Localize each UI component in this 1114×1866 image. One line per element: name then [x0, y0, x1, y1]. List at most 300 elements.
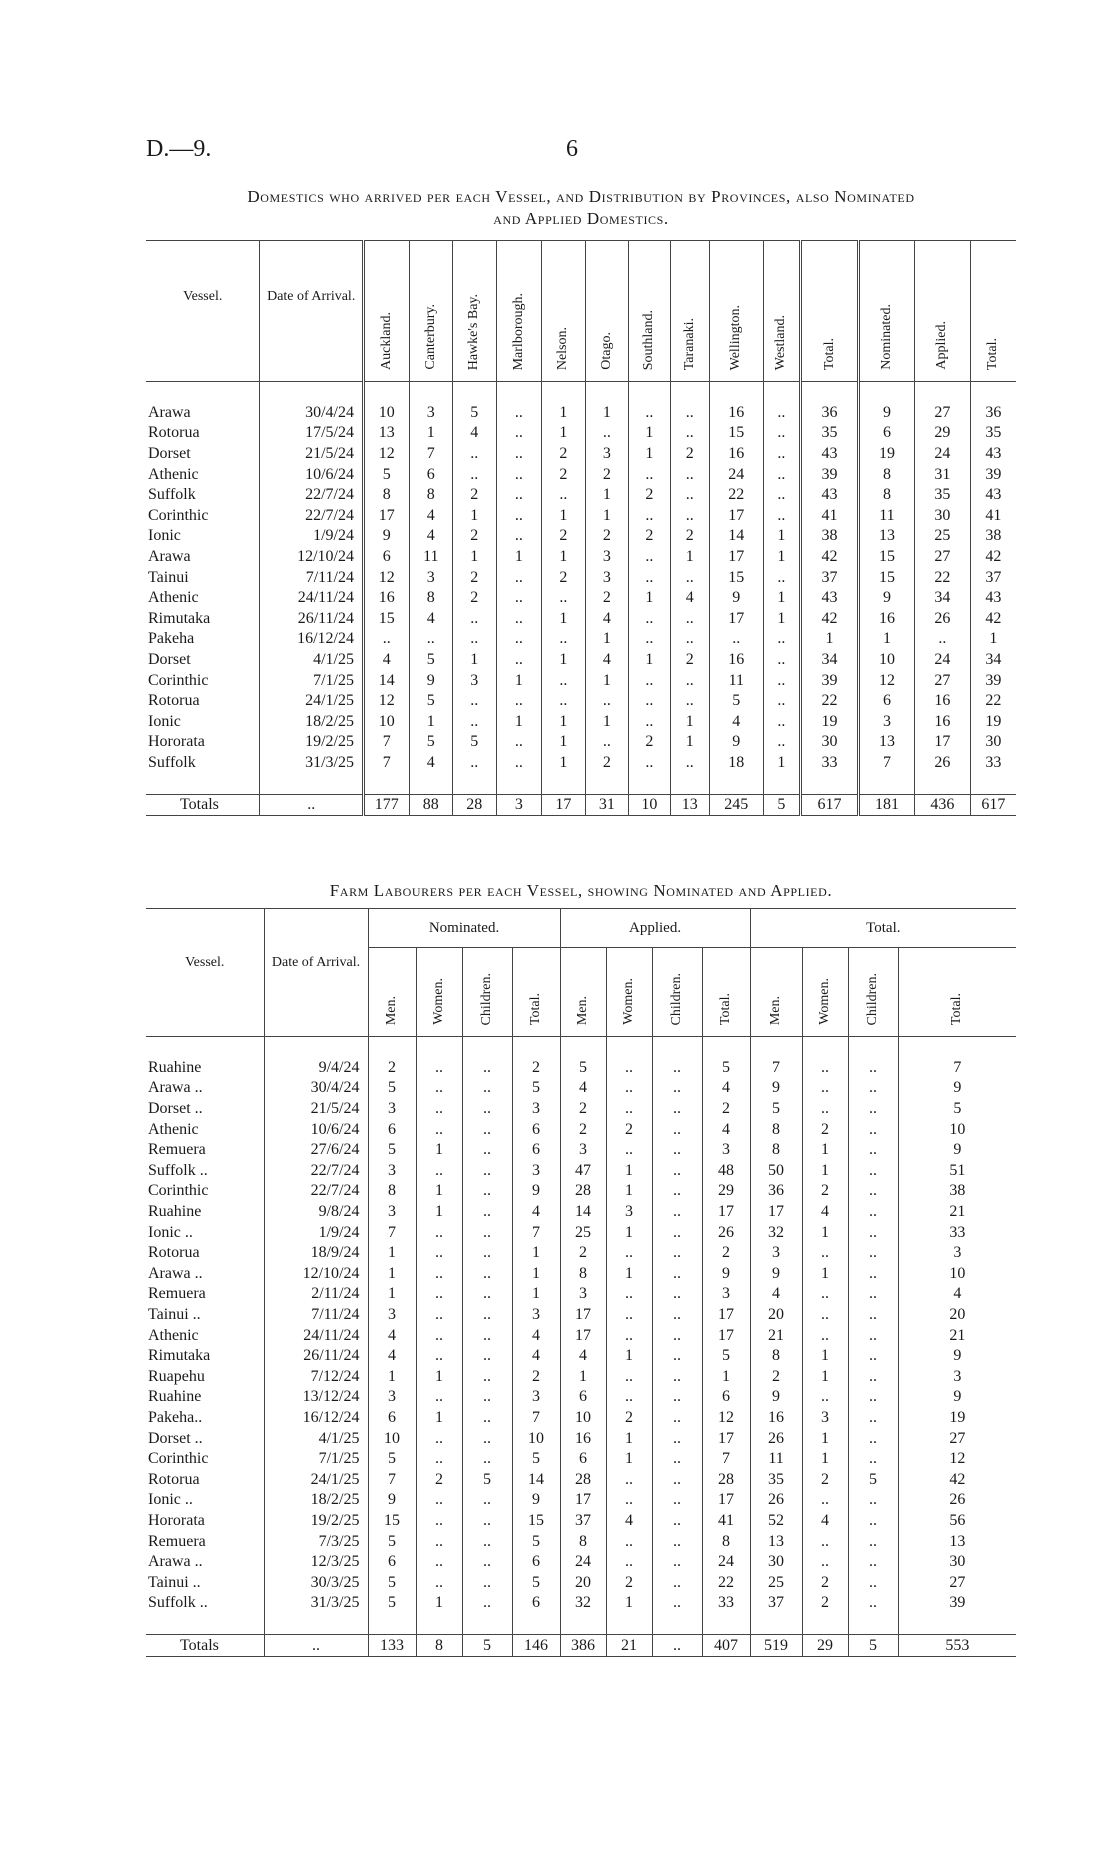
- table1-cell: 3: [859, 712, 915, 733]
- table1-cell: 2: [629, 526, 670, 547]
- table2-cell: ..: [848, 1264, 898, 1285]
- table1-cell: 1: [496, 712, 542, 733]
- table1-cell: 2: [670, 444, 709, 465]
- table1-col-header: [970, 241, 1016, 382]
- rotated-header-label: Westland.: [773, 314, 789, 370]
- table2-col-header: [462, 948, 512, 1037]
- table1-cell: 27: [914, 670, 970, 691]
- table2-cell: ..: [606, 1552, 652, 1573]
- table1-cell: 4: [409, 506, 453, 527]
- table1-cell: ..: [496, 567, 542, 588]
- table2-cell: 2: [802, 1572, 848, 1593]
- table2-cell: 1: [802, 1346, 848, 1367]
- table2-cell: 6: [512, 1593, 560, 1614]
- table1-cell: 15: [709, 567, 763, 588]
- table1-cell: 43: [801, 485, 859, 506]
- table2-cell: ..: [848, 1325, 898, 1346]
- table1-cell: ..: [629, 691, 670, 712]
- table1-cell: 1: [763, 547, 800, 568]
- vessel-name: Athenic: [148, 465, 199, 483]
- spacer-cell: [416, 1614, 462, 1635]
- table1-cell: 2: [585, 753, 629, 774]
- table2-col-header: Date of Arrival.: [264, 909, 368, 1037]
- table2-cell: 2: [802, 1469, 848, 1490]
- table1-cell: 10: [363, 403, 409, 424]
- table2-cell: 26: [750, 1490, 802, 1511]
- spacer-cell: [629, 382, 670, 403]
- table2-cell: ..: [416, 1264, 462, 1285]
- spacer-cell: [629, 773, 670, 794]
- table2-cell: ..: [802, 1552, 848, 1573]
- table2-cell: 9: [898, 1346, 1016, 1367]
- table2-cell: 1: [802, 1140, 848, 1161]
- table2-cell: ..: [848, 1058, 898, 1079]
- table2-cell: 28: [560, 1469, 606, 1490]
- vessel-name: Rotorua: [148, 692, 200, 710]
- table2-cell: ..: [652, 1449, 702, 1470]
- table1-cell: ..: [670, 423, 709, 444]
- table2-cell: ..: [416, 1284, 462, 1305]
- spacer-cell: [512, 1614, 560, 1635]
- table1-cell: ..: [409, 629, 453, 650]
- spacer-cell: [560, 1037, 606, 1058]
- table1-cell: ..: [763, 423, 800, 444]
- table1-cell: 3: [585, 444, 629, 465]
- table1-cell: ..: [542, 629, 586, 650]
- table1-cell: 2: [585, 464, 629, 485]
- table2-total-cell: 29: [802, 1635, 848, 1657]
- rotated-header-label: Wellington.: [728, 304, 744, 370]
- table2-cell: 33: [898, 1222, 1016, 1243]
- table1-cell: 16: [914, 712, 970, 733]
- table1-cell: 16: [914, 691, 970, 712]
- table2-cell: 20: [560, 1572, 606, 1593]
- table1-cell: ..: [670, 691, 709, 712]
- table1-col-header: [629, 241, 670, 382]
- table1-cell: ..: [496, 629, 542, 650]
- table1-cell: 2: [542, 567, 586, 588]
- table2-cell: 6: [368, 1552, 416, 1573]
- table1-cell: ..: [670, 403, 709, 424]
- table1-row: [146, 464, 1016, 485]
- table2-cell: 4: [368, 1325, 416, 1346]
- table2-cell: ..: [802, 1531, 848, 1552]
- table1-cell: 17: [363, 506, 409, 527]
- table1-cell: 4: [409, 753, 453, 774]
- table2-cell: 2: [702, 1243, 750, 1264]
- table1-cell: 11: [709, 670, 763, 691]
- table2-cell: 7: [750, 1058, 802, 1079]
- table2-cell: ..: [652, 1284, 702, 1305]
- table2-cell: 1: [368, 1284, 416, 1305]
- arrival-date: 7/12/24: [264, 1367, 368, 1388]
- table1-cell: 10: [859, 650, 915, 671]
- table2-cell: ..: [652, 1367, 702, 1388]
- rotated-header-label: Taranaki.: [681, 317, 697, 370]
- table1-total-cell: 245: [709, 794, 763, 816]
- table1-cell: 3: [409, 567, 453, 588]
- table1-cell: 2: [585, 588, 629, 609]
- arrival-date: 24/1/25: [260, 691, 364, 712]
- table1-col-header: [859, 241, 915, 382]
- table2-cell: 3: [368, 1161, 416, 1182]
- table1-cell: ..: [542, 691, 586, 712]
- table2-totals-row: [146, 1635, 1016, 1657]
- table1-totals-row: [146, 794, 1016, 816]
- table1-cell: ..: [629, 753, 670, 774]
- rotated-header-label: Hawke's Bay.: [466, 293, 482, 370]
- table1-cell: 9: [709, 588, 763, 609]
- table1-total-cell: 17: [542, 794, 586, 816]
- table1-cell: 1: [763, 526, 800, 547]
- table2-col-header: [802, 948, 848, 1037]
- spacer-cell: [702, 1037, 750, 1058]
- table1-cell: 5: [363, 464, 409, 485]
- table2-cell: ..: [606, 1058, 652, 1079]
- vessel-name: Pakeha..: [148, 1408, 203, 1426]
- arrival-date: 31/3/25: [264, 1593, 368, 1614]
- table2-cell: ..: [848, 1078, 898, 1099]
- table2-cell: 6: [512, 1140, 560, 1161]
- table2-cell: 3: [898, 1367, 1016, 1388]
- table2-cell: 4: [606, 1511, 652, 1532]
- table1-cell: ..: [542, 588, 586, 609]
- table2-cell: 17: [702, 1325, 750, 1346]
- table1-cell: ..: [629, 403, 670, 424]
- table1-cell: 37: [801, 567, 859, 588]
- table2-cell: 5: [368, 1078, 416, 1099]
- table1-cell: 7: [363, 732, 409, 753]
- table1-row: [146, 444, 1016, 465]
- spacer-cell: [146, 773, 260, 794]
- table2-cell: 6: [560, 1449, 606, 1470]
- table1-cell: 42: [970, 609, 1016, 630]
- table2-cell: ..: [416, 1222, 462, 1243]
- table1-cell: 5: [453, 403, 497, 424]
- table1-cell: 1: [629, 444, 670, 465]
- table2-cell: 22: [702, 1572, 750, 1593]
- table1-cell: 2: [453, 485, 497, 506]
- table2-cell: 8: [368, 1181, 416, 1202]
- table2-cell: 3: [368, 1387, 416, 1408]
- table2-cell: ..: [802, 1387, 848, 1408]
- table2-cell: 3: [368, 1202, 416, 1223]
- table2-cell: ..: [416, 1119, 462, 1140]
- spacer-cell: [859, 773, 915, 794]
- arrival-date: 21/5/24: [264, 1099, 368, 1120]
- table1-cell: 8: [859, 464, 915, 485]
- spacer-cell: [763, 382, 800, 403]
- table2-cell: 5: [512, 1531, 560, 1552]
- spacer-cell: [670, 773, 709, 794]
- table2-cell: ..: [848, 1099, 898, 1120]
- table2-cell: ..: [462, 1140, 512, 1161]
- table2-cell: ..: [652, 1346, 702, 1367]
- spacer-cell: [264, 1037, 368, 1058]
- table2-cell: ..: [462, 1264, 512, 1285]
- table1-cell: 17: [709, 609, 763, 630]
- table2-cell: ..: [606, 1490, 652, 1511]
- spacer-cell: [462, 1037, 512, 1058]
- table2-cell: 15: [512, 1511, 560, 1532]
- arrival-date: 13/12/24: [264, 1387, 368, 1408]
- table2-cell: ..: [606, 1078, 652, 1099]
- table1-cell: 15: [859, 567, 915, 588]
- table2-row: [146, 1264, 1016, 1285]
- table1-cell: ..: [496, 609, 542, 630]
- table1-cell: 1: [542, 547, 586, 568]
- rotated-header-label: Total.: [949, 992, 965, 1025]
- table1-col-header: Date of Arrival.: [260, 241, 364, 382]
- table2-cell: 5: [702, 1346, 750, 1367]
- table2-cell: 1: [606, 1181, 652, 1202]
- spacer-cell: [368, 1614, 416, 1635]
- table2-cell: 17: [560, 1490, 606, 1511]
- table1-cell: 1: [496, 547, 542, 568]
- table2-cell: 35: [750, 1469, 802, 1490]
- table1-cell: ..: [453, 691, 497, 712]
- table2-cell: 26: [750, 1428, 802, 1449]
- table2-spacer: [146, 1037, 1016, 1058]
- table1-col-header: [801, 241, 859, 382]
- table2-cell: 3: [512, 1099, 560, 1120]
- table1-cell: 16: [709, 444, 763, 465]
- arrival-date: 4/1/25: [264, 1428, 368, 1449]
- rotated-header-label: Children.: [865, 972, 881, 1025]
- table2-cell: ..: [848, 1531, 898, 1552]
- arrival-date: 30/4/24: [264, 1078, 368, 1099]
- table2-cell: 13: [750, 1531, 802, 1552]
- table2-cell: ..: [652, 1552, 702, 1573]
- table2-cell: ..: [802, 1490, 848, 1511]
- table2-cell: 3: [368, 1305, 416, 1326]
- table1-row: [146, 609, 1016, 630]
- table1-cell: 15: [859, 547, 915, 568]
- spacer-cell: [264, 1614, 368, 1635]
- rotated-header-label: Applied.: [934, 321, 950, 370]
- table1-cell: 4: [409, 609, 453, 630]
- table2-cell: 4: [560, 1346, 606, 1367]
- table2-cell: 7: [512, 1222, 560, 1243]
- vessel-name: Remuera: [148, 1141, 206, 1159]
- table2-cell: 1: [368, 1367, 416, 1388]
- table2-cell: 33: [702, 1593, 750, 1614]
- table1-row: [146, 547, 1016, 568]
- table2-cell: 5: [512, 1449, 560, 1470]
- table1-cell: 27: [914, 547, 970, 568]
- vessel-name: Arawa ..: [148, 1079, 203, 1097]
- table2-cell: 2: [606, 1408, 652, 1429]
- table2-cell: ..: [848, 1346, 898, 1367]
- spacer-cell: [542, 382, 586, 403]
- table2-row: [146, 1346, 1016, 1367]
- table2-cell: 21: [898, 1202, 1016, 1223]
- table1-cell: ..: [496, 526, 542, 547]
- table1-cell: 24: [709, 464, 763, 485]
- table2-cell: 48: [702, 1161, 750, 1182]
- table1-row: [146, 629, 1016, 650]
- table1-cell: 6: [363, 547, 409, 568]
- spacer-cell: [848, 1614, 898, 1635]
- table2-cell: 5: [512, 1572, 560, 1593]
- table1-cell: ..: [763, 444, 800, 465]
- table2-row: [146, 1078, 1016, 1099]
- table1-cell: 5: [453, 732, 497, 753]
- table2-cell: 21: [898, 1325, 1016, 1346]
- table2-cell: ..: [652, 1181, 702, 1202]
- table1-cell: 5: [409, 691, 453, 712]
- table1-cell: 2: [453, 588, 497, 609]
- table1-cell: 10: [363, 712, 409, 733]
- table2-cell: 1: [702, 1367, 750, 1388]
- table2-row: [146, 1552, 1016, 1573]
- table1-cell: 14: [363, 670, 409, 691]
- table1-cell: 1: [585, 712, 629, 733]
- table1-cell: 3: [585, 547, 629, 568]
- spacer-cell: [453, 382, 497, 403]
- table2-cell: ..: [652, 1325, 702, 1346]
- vessel-name: Suffolk: [148, 753, 196, 771]
- document-reference: D.—9.: [146, 136, 212, 162]
- table1-row: [146, 670, 1016, 691]
- table2-cell: ..: [848, 1243, 898, 1264]
- table1-cell: ..: [763, 732, 800, 753]
- table1-cell: 1: [409, 712, 453, 733]
- table1-cell: 37: [970, 567, 1016, 588]
- table2-cell: 3: [606, 1202, 652, 1223]
- table2-cell: 36: [750, 1181, 802, 1202]
- table1-cell: ..: [763, 650, 800, 671]
- table1-cell: ..: [453, 753, 497, 774]
- table1-row: [146, 588, 1016, 609]
- table1-cell: ..: [629, 629, 670, 650]
- arrival-date: 12/10/24: [264, 1264, 368, 1285]
- table2-cell: 3: [560, 1140, 606, 1161]
- table2-cell: 17: [702, 1428, 750, 1449]
- table2-cell: ..: [416, 1490, 462, 1511]
- table1-cell: 1: [629, 588, 670, 609]
- table1-cell: ..: [542, 670, 586, 691]
- table2-cell: 6: [560, 1387, 606, 1408]
- table2-cell: 17: [560, 1305, 606, 1326]
- table1-col-header: [670, 241, 709, 382]
- arrival-date: 24/11/24: [264, 1325, 368, 1346]
- table2-cell: ..: [848, 1367, 898, 1388]
- table2-cell: ..: [416, 1099, 462, 1120]
- table2-cell: ..: [462, 1078, 512, 1099]
- table1-header-row: [146, 241, 1016, 382]
- arrival-date: 9/8/24: [264, 1202, 368, 1223]
- table1-cell: 1: [670, 732, 709, 753]
- table2-cell: ..: [652, 1387, 702, 1408]
- table2-cell: 4: [802, 1511, 848, 1532]
- table2-cell: ..: [802, 1058, 848, 1079]
- table2-cell: 27: [898, 1428, 1016, 1449]
- table2-row: [146, 1202, 1016, 1223]
- table2-cell: 7: [512, 1408, 560, 1429]
- table1-cell: 16: [859, 609, 915, 630]
- table2-total-cell: 386: [560, 1635, 606, 1657]
- table2-cell: ..: [652, 1099, 702, 1120]
- table2-col-header: [606, 948, 652, 1037]
- table1-cell: 17: [709, 547, 763, 568]
- table1-cell: ..: [670, 485, 709, 506]
- arrival-date: 26/11/24: [264, 1346, 368, 1367]
- table2-cell: ..: [606, 1243, 652, 1264]
- arrival-date: 9/4/24: [264, 1058, 368, 1079]
- table1-cell: ..: [763, 403, 800, 424]
- table1-cell: 1: [453, 547, 497, 568]
- table1-cell: ..: [496, 444, 542, 465]
- table2-total-cell: 8: [416, 1635, 462, 1657]
- spacer-cell: [914, 773, 970, 794]
- table1-row: [146, 423, 1016, 444]
- table1-total-cell: 88: [409, 794, 453, 816]
- spacer-cell: [260, 382, 364, 403]
- table2-row: [146, 1140, 1016, 1161]
- table2-cell: 42: [898, 1469, 1016, 1490]
- table1-cell: ..: [629, 567, 670, 588]
- spacer-cell: [462, 1614, 512, 1635]
- table2-cell: ..: [848, 1428, 898, 1449]
- spacer-cell: [363, 382, 409, 403]
- vessel-name: Arawa: [148, 403, 191, 421]
- rotated-header-label: Men.: [575, 995, 591, 1025]
- table1-row: [146, 712, 1016, 733]
- table1-cell: 35: [801, 423, 859, 444]
- table2-body: [146, 1037, 1016, 1657]
- table1-cell: 30: [914, 506, 970, 527]
- table2-cell: 9: [750, 1078, 802, 1099]
- table2-total-cell: 553: [898, 1635, 1016, 1657]
- table2-cell: 4: [512, 1202, 560, 1223]
- table1-body: [146, 382, 1016, 816]
- table2-cell: 9: [750, 1387, 802, 1408]
- rotated-header-label: Nominated.: [878, 304, 894, 370]
- table1-cell: ..: [453, 712, 497, 733]
- table1-cell: ..: [585, 732, 629, 753]
- table1-total-cell: ..: [260, 794, 364, 816]
- rotated-header-label: Otago.: [598, 332, 614, 370]
- table1-cell: ..: [496, 753, 542, 774]
- table2-col-header: [898, 948, 1016, 1037]
- table2-cell: ..: [802, 1243, 848, 1264]
- table2-cell: 1: [560, 1367, 606, 1388]
- spacer-cell: [652, 1037, 702, 1058]
- table1-cell: 2: [453, 526, 497, 547]
- table2-total-cell: 133: [368, 1635, 416, 1657]
- table1-row: [146, 526, 1016, 547]
- vessel-name: Corinthic: [148, 1450, 209, 1468]
- table1-cell: 1: [409, 423, 453, 444]
- arrival-date: 27/6/24: [264, 1140, 368, 1161]
- table1-col-header: [763, 241, 800, 382]
- table2-cell: ..: [416, 1161, 462, 1182]
- table2-cell: ..: [606, 1099, 652, 1120]
- table2-cell: ..: [652, 1408, 702, 1429]
- table2-cell: 1: [606, 1161, 652, 1182]
- table1-cell: 27: [914, 403, 970, 424]
- table2-cell: 50: [750, 1161, 802, 1182]
- table1-cell: ..: [496, 650, 542, 671]
- table2-cell: 4: [702, 1119, 750, 1140]
- table1-cell: 39: [970, 670, 1016, 691]
- vessel-name: Hororata: [148, 1511, 205, 1529]
- table2-total-cell: 407: [702, 1635, 750, 1657]
- table2-cell: 17: [702, 1305, 750, 1326]
- table2-cell: ..: [652, 1078, 702, 1099]
- table2-cell: ..: [606, 1387, 652, 1408]
